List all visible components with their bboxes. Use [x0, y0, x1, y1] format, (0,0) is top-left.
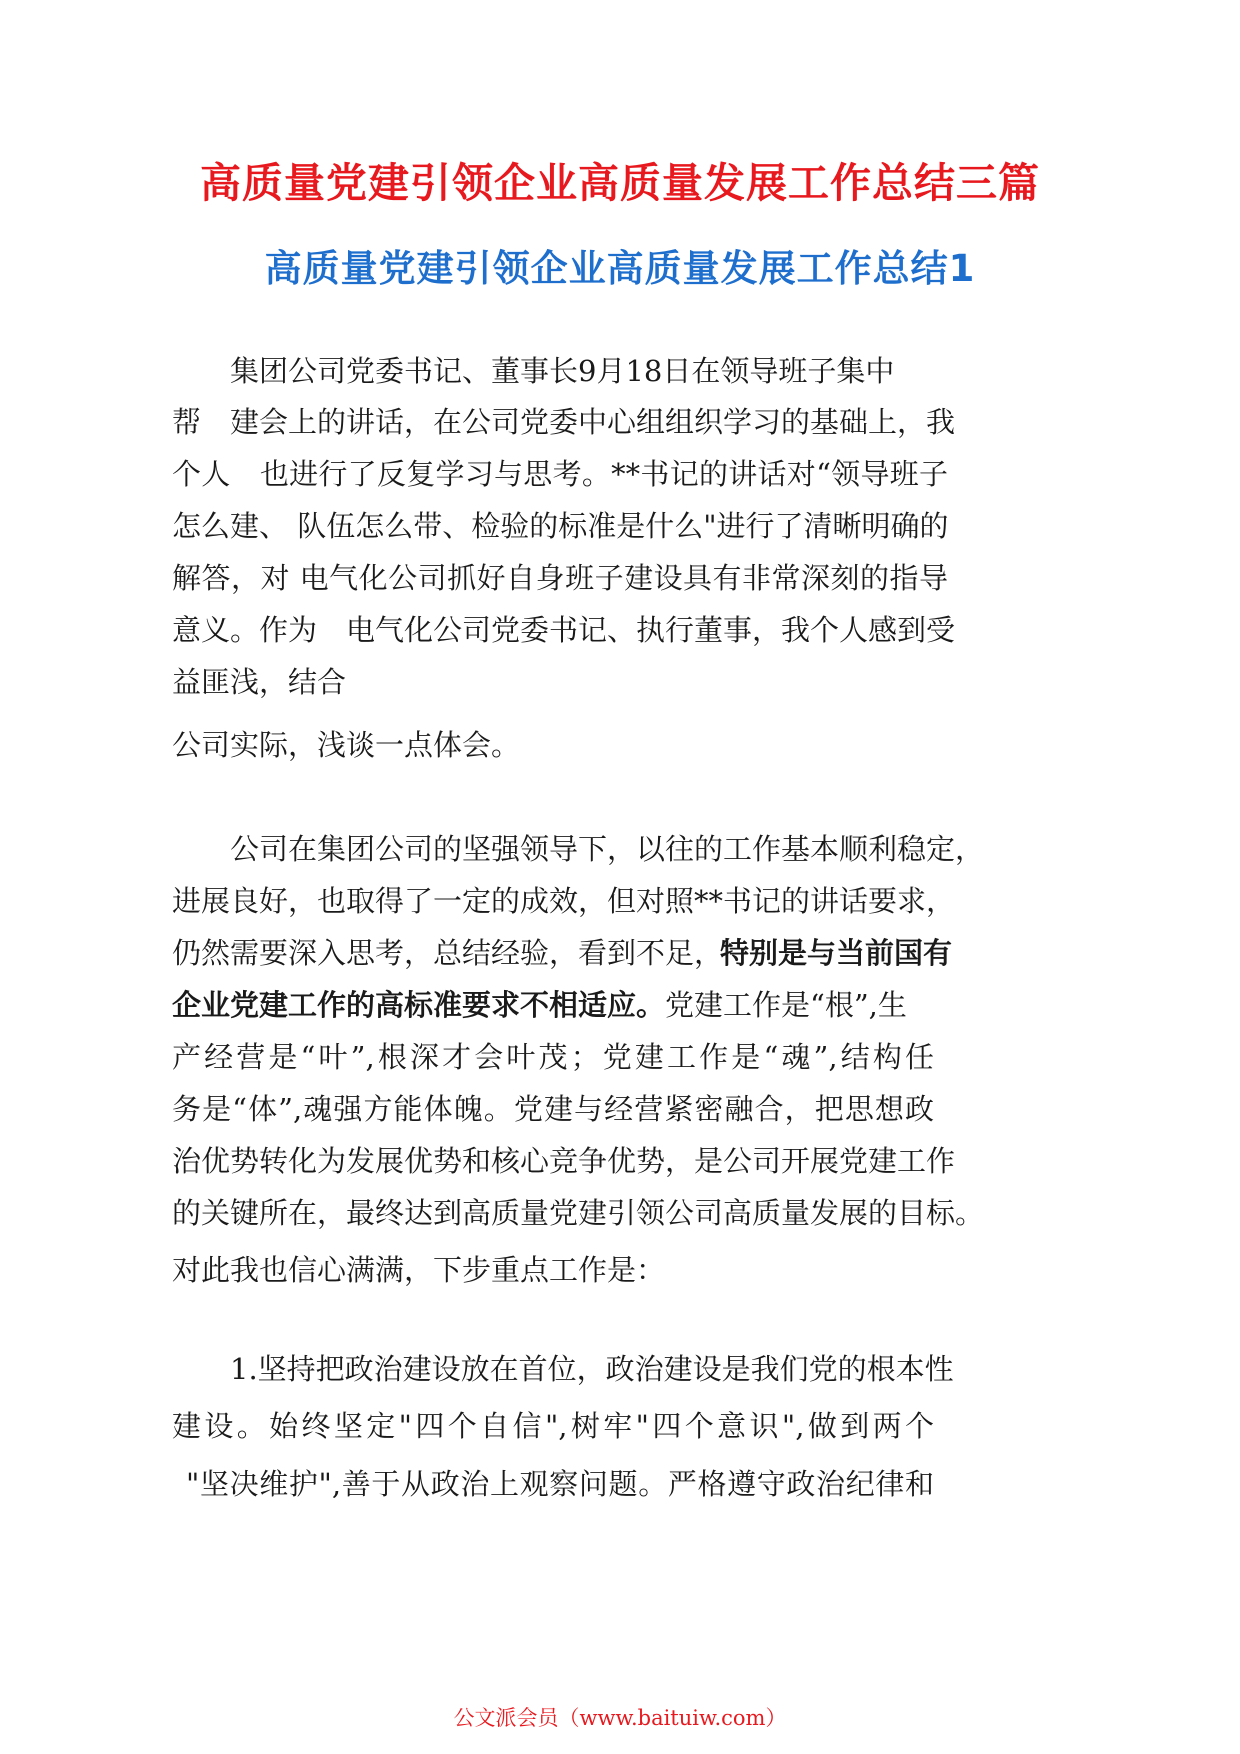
paragraph-line: 的关键所在，最终达到高质量党建引领公司高质量发展的目标。: [172, 1196, 985, 1230]
paragraph-line: 产经营是“叶”,根深才会叶茂；党建工作是“魂”,结构任: [172, 1040, 934, 1074]
paragraph-line: 个人 也进行了反复学习与思考。**书记的讲话对“领导班子: [172, 457, 948, 491]
paragraph-line: 意义。作为 电气化公司党委书记、执行董事，我个人感到受: [172, 613, 956, 647]
footer-watermark: 公文派会员（www.baituiw.com）: [453, 1706, 787, 1730]
paragraph-line: "坚决维护",善于从政治上观察问题。严格遵守政治纪律和: [186, 1467, 934, 1501]
paragraph-line: 建设。始终坚定"四个自信",树牢"四个意识",做到两个: [172, 1409, 934, 1443]
emphasis-text: 特别是与当前国有: [720, 936, 953, 970]
paragraph-line: 务是“体”,魂强方能体魄。党建与经营紧密融合，把思想政: [172, 1092, 934, 1126]
paragraph-line: 仍然需要深入思考，总结经验，看到不足，: [172, 936, 724, 970]
paragraph-line: 解答，对 电气化公司抓好自身班子建设具有非常深刻的指导: [172, 561, 948, 595]
document-title: 高质量党建引领企业高质量发展工作总结三篇: [200, 159, 1040, 207]
paragraph-line: 公司实际，浅谈一点体会。: [172, 728, 521, 762]
paragraph-line: 集团公司党委书记、董事长9月18日在领导班子集中: [230, 354, 895, 388]
document-subtitle: 高质量党建引领企业高质量发展工作总结1: [264, 247, 976, 290]
paragraph-line: 帮 建会上的讲话，在公司党委中心组组织学习的基础上，我: [172, 405, 956, 439]
paragraph-line: 公司在集团公司的坚强领导下，以往的工作基本顺利稳定，: [230, 832, 985, 866]
paragraph-line: 治优势转化为发展优势和核心竞争优势，是公司开展党建工作: [172, 1144, 956, 1178]
emphasis-text: 企业党建工作的高标准要求不相适应。: [172, 988, 666, 1022]
paragraph-line: 1.坚持把政治建设放在首位，政治建设是我们党的根本性: [230, 1352, 954, 1386]
paragraph-line: 党建工作是“根”,生: [665, 988, 907, 1022]
paragraph-line: 怎么建、 队伍怎么带、检验的标准是什么"进行了清晰明确的: [172, 509, 949, 543]
paragraph-line: 对此我也信心满满，下步重点工作是：: [172, 1253, 666, 1287]
paragraph-line: 进展良好，也取得了一定的成效，但对照**书记的讲话要求，: [172, 884, 956, 918]
paragraph-line: 益匪浅，结合: [172, 665, 347, 699]
